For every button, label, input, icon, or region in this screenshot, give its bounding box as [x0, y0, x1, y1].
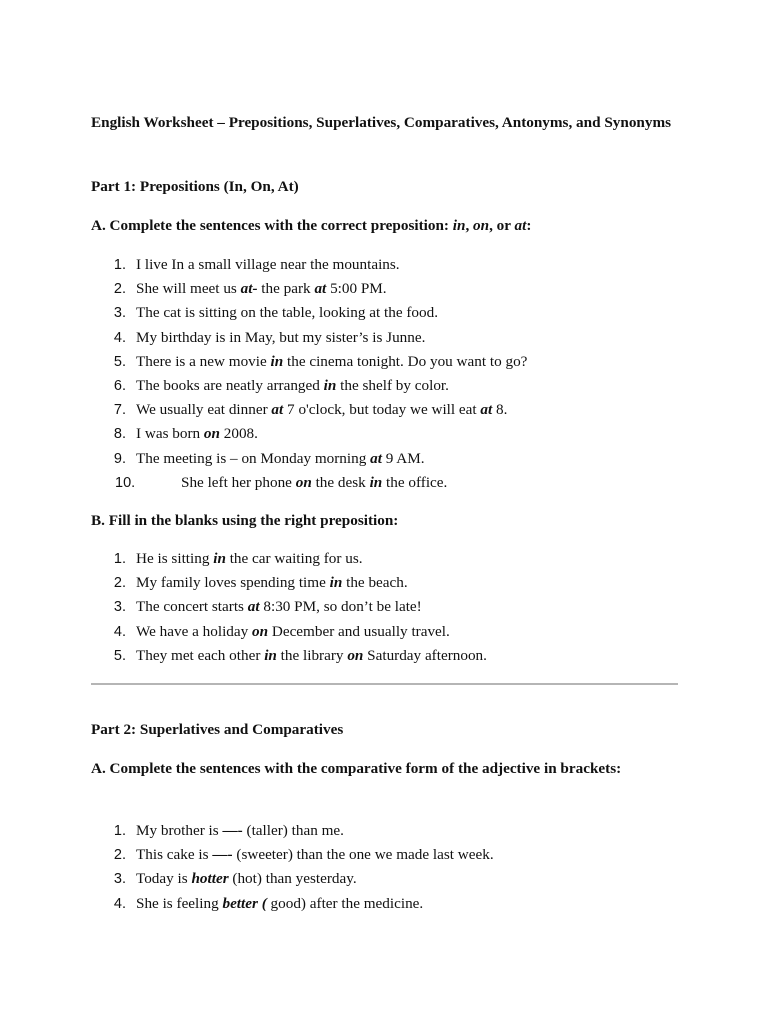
worksheet-title: English Worksheet – Prepositions, Superlatives, Comparatives, Antonyms, and Synonyms	[91, 114, 672, 131]
part1-section-b-heading: B. Fill in the blanks using the right preposition:	[91, 512, 399, 529]
item-number: 7.	[113, 402, 126, 419]
answer: hotter	[191, 870, 229, 888]
option-on: on	[473, 217, 490, 234]
item-text: My brother is —- (taller) than me.	[136, 822, 344, 839]
heading-colon: :	[526, 217, 532, 234]
answer: at	[370, 449, 382, 467]
item-number: 6.	[113, 377, 126, 394]
item-text: I was born on 2008.	[136, 425, 258, 443]
item-number: 3.	[113, 871, 126, 888]
answer: in	[213, 550, 226, 567]
answer: on	[295, 473, 312, 491]
answer: —-	[212, 846, 233, 864]
item-text: He is sitting in the car waiting for us.	[136, 550, 363, 567]
item-text: They met each other in the library on Saturday afternoon.	[136, 646, 487, 664]
answer: at	[247, 598, 260, 616]
item-number: 1.	[113, 257, 126, 273]
item-number: 2.	[113, 575, 126, 592]
item-text: I live In a small village near the mountains.	[136, 256, 400, 273]
item-text: She will meet us at- the park at 5:00 PM.	[136, 280, 387, 298]
heading-text: A. Complete the sentences with the correct preposition:	[91, 217, 453, 234]
item-number: 2.	[113, 847, 126, 864]
item-text: My family loves spending time in the beach.	[136, 574, 408, 592]
item-number: 1.	[113, 551, 126, 567]
item-number: 4.	[113, 623, 126, 640]
item-text: There is a new movie in the cinema tonight. Do you want to go?	[136, 352, 528, 370]
answer: at-	[240, 280, 258, 298]
item-text: Today is hotter (hot) than yesterday.	[136, 870, 357, 888]
answer: in	[270, 352, 284, 370]
answer: on	[347, 646, 364, 664]
separator: ,	[465, 217, 474, 234]
item-number: 3.	[113, 599, 126, 616]
answer: on	[252, 622, 269, 640]
item-number: 1.	[113, 823, 126, 839]
option-in: in	[452, 217, 466, 234]
item-number: 9.	[113, 450, 126, 467]
item-text: This cake is —- (sweeter) than the one we made last week.	[136, 846, 494, 864]
answer: —-	[222, 822, 243, 839]
answer: in	[323, 376, 337, 394]
item-text: We usually eat dinner at 7 o'clock, but today we will eat at 8.	[136, 401, 508, 419]
item-number: 4.	[113, 895, 126, 912]
item-text: The concert starts at 8:30 PM, so don’t be late!	[136, 598, 422, 616]
item-text: She left her phone on the desk in the office.	[181, 473, 448, 491]
part2-heading: Part 2: Superlatives and Comparatives	[91, 721, 344, 738]
item-number: 3.	[113, 305, 126, 322]
part1-section-a-heading	[91, 214, 681, 237]
part2-section-a-heading: A. Complete the sentences with the comparative form of the adjective in brackets:	[91, 760, 622, 777]
answer: in	[369, 473, 383, 491]
answer: in	[264, 646, 277, 664]
separator: , or	[489, 217, 515, 234]
item-text: We have a holiday on December and usually travel.	[136, 622, 450, 640]
item-number: 8.	[113, 426, 126, 443]
item-text: The meeting is – on Monday morning at 9 AM.	[136, 449, 425, 467]
answer: at	[314, 280, 327, 298]
item-number: 5.	[113, 353, 126, 370]
answer: in	[329, 574, 343, 592]
item-text: The books are neatly arranged in the shelf by color.	[136, 376, 449, 394]
answer: at	[271, 401, 284, 419]
item-number: 5.	[113, 647, 126, 664]
item-text: My birthday is in May, but my sister’s is Junne.	[136, 328, 426, 346]
section-divider	[91, 683, 678, 685]
item-text: The cat is sitting on the table, looking at the food.	[136, 304, 438, 322]
answer: on	[203, 425, 220, 443]
item-number: 4.	[113, 329, 126, 346]
answer: at	[480, 401, 493, 419]
item-text: She is feeling better ( good) after the medicine.	[136, 894, 424, 912]
answer: better (	[222, 894, 267, 912]
part1-heading: Part 1: Prepositions (In, On, At)	[91, 178, 299, 195]
item-number: 10.	[115, 474, 136, 491]
item-number: 2.	[113, 281, 126, 298]
option-at: at	[514, 217, 527, 234]
